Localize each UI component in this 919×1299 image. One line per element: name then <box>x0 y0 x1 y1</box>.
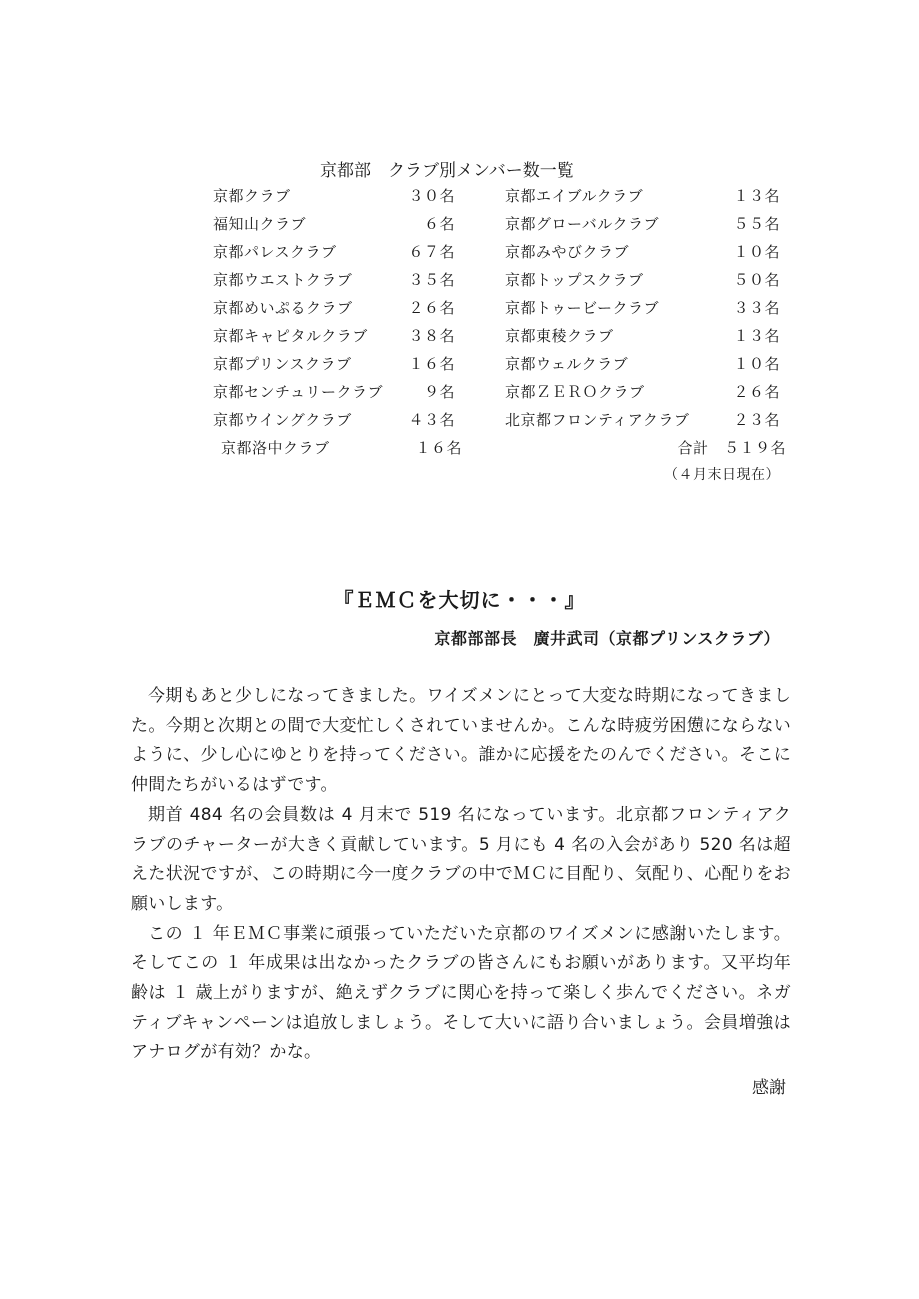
paragraph: 期首 484 名の会員数は 4 月末で 519 名になっています。北京都フロンティアクラブのチャーターが大きく貢献しています。5 月にも 4 名の入会があり 520 名は超えた状況ですが、この時期に今一度クラブの中でＭＣに目配り、気配り、心配りをお願いします。 <box>131 804 791 914</box>
member-count: ３３名 <box>733 299 780 317</box>
club-name: 福知山クラブ <box>213 215 307 233</box>
paragraph: 今期もあと少しになってきました。ワイズメンにとって大変な時期になってきました。今期と次期との間で大変忙しくされていませんか。こんな時疲労困憊にならないように、少し心にゆとりを持ってください。誰かに応援をたのんでください。そこに仲間たちがいるはずです。 <box>131 686 791 796</box>
club-name: 京都みやびクラブ <box>505 243 630 261</box>
member-count: １０名 <box>733 355 780 373</box>
club-name: 京都センチュリークラブ <box>213 383 384 401</box>
member-count: ４３名 <box>408 411 455 429</box>
member-count: ６７名 <box>408 243 455 261</box>
member-count: ９名 <box>423 383 455 401</box>
club-name: 京都ウエストクラブ <box>213 271 353 289</box>
paragraph: この １ 年ＥＭＣ事業に頑張っていただいた京都のワイズメンに感謝いたします。そしてこの １ 年成果は出なかったクラブの皆さんにもお願いがあります。又平均年齢は １ 歳上がりますが、絶えずクラブに関心を持って楽しく歩んでください。ネガティブキャンペーンは追放しましょう。そして大いに語り合いましょう。会員増強はアナログが有効？かな。 <box>131 923 791 1063</box>
member-count: １６名 <box>415 439 462 457</box>
member-count: ５０名 <box>733 271 780 289</box>
member-count: １３名 <box>733 327 780 345</box>
club-name: 京都ウェルクラブ <box>505 355 629 373</box>
member-count: ６名 <box>423 215 455 233</box>
club-name: 京都プリンスクラブ <box>213 355 352 373</box>
member-count: １０名 <box>733 243 780 261</box>
club-name: 京都ＺＥＲＯクラブ <box>505 383 645 401</box>
member-count: １３名 <box>733 187 780 205</box>
article-byline: 京都部部長 廣井武司（京都プリンスクラブ） <box>434 629 780 648</box>
club-name: 京都クラブ <box>213 187 291 205</box>
club-name: 京都東稜クラブ <box>505 327 614 345</box>
article-body <box>131 682 791 1068</box>
club-name: 北京都フロンティアクラブ <box>505 411 690 429</box>
club-name: 京都めいぷるクラブ <box>213 299 353 317</box>
grand-total: 合計 ５１９名 <box>677 439 786 457</box>
member-count: １６名 <box>408 355 455 373</box>
member-count: ３５名 <box>408 271 455 289</box>
member-count: ２３名 <box>733 411 780 429</box>
club-name: 京都洛中クラブ <box>221 439 330 457</box>
club-name: 京都キャピタルクラブ <box>213 327 368 345</box>
as-of-note: （４月末日現在） <box>664 467 780 483</box>
club-name: 京都グローバルクラブ <box>505 215 659 233</box>
member-count: ３８名 <box>408 327 455 345</box>
member-count: ２６名 <box>408 299 455 317</box>
club-name: 京都トゥービークラブ <box>505 299 660 317</box>
club-name: 京都エイブルクラブ <box>505 187 644 205</box>
member-count: ３０名 <box>408 187 455 205</box>
club-name: 京都パレスクラブ <box>213 243 337 261</box>
club-name: 京都ウイングクラブ <box>213 411 352 429</box>
club-name: 京都トップスクラブ <box>505 271 644 289</box>
member-count: ５５名 <box>733 215 780 233</box>
signoff: 感謝 <box>752 1078 786 1098</box>
table-title: 京都部 クラブ別メンバー数一覧 <box>320 161 574 181</box>
article-title: 『ＥＭＣを大切に・・・』 <box>333 588 586 612</box>
member-count: ２６名 <box>733 383 780 401</box>
